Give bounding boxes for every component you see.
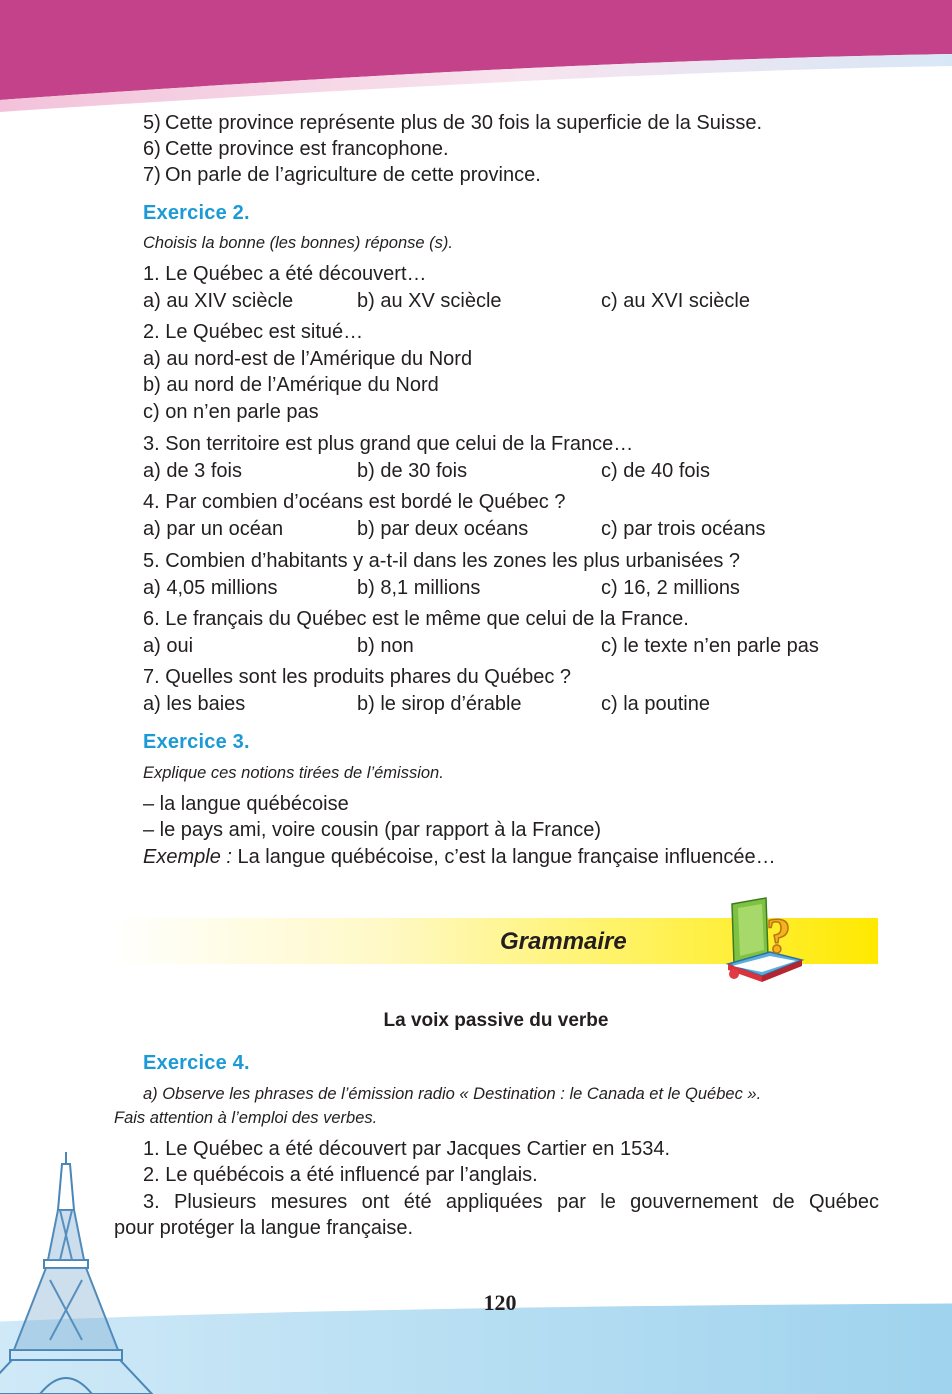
page-number: 120 [483,1290,517,1315]
example-sentence: 3. Plusieurs mesures ont été appliquées par le gouvernement de Québec [143,1191,879,1213]
answer-b: b) au nord de l’Amérique du Nord [143,374,439,396]
exercise-3-title: Exercice 3. [143,731,250,753]
book-question-icon [718,894,810,986]
answer-a: a) au XIV sciècle [143,290,294,312]
question-3: 3. Son territoire est plus grand que celui de la France… [143,433,634,455]
answer-c: c) le texte n’en parle pas [601,635,819,657]
question-1: 1. Le Québec a été découvert… [143,263,427,285]
exercise-2-instruction: Choisis la bonne (les bonnes) réponse (s). [143,234,453,252]
list-item: 6) Cette province est francophone. [143,138,449,160]
answer-a: a) les baies [143,693,246,715]
answer-b: b) le sirop d’érable [357,693,522,715]
answer-c: c) par trois océans [601,518,766,540]
notion-item: – la langue québécoise [143,793,349,815]
question-5: 5. Combien d’habitants y a-t-il dans les zones les plus urbanisées ? [143,550,740,572]
answer-a: a) au nord-est de l’Amérique du Nord [143,348,473,370]
answer-b: b) 8,1 millions [357,577,481,599]
example-line [143,845,776,869]
answer-b: b) de 30 fois [357,460,468,482]
example-sentence: 1. Le Québec a été découvert par Jacques Cartier en 1534. [143,1138,671,1160]
exercise-2-title: Exercice 2. [143,202,250,224]
list-item: 7) On parle de l’agriculture de cette province. [143,164,541,186]
answer-a: a) par un océan [143,518,284,540]
section-subtitle: La voix passive du verbe [383,1010,609,1031]
answer-a: a) de 3 fois [143,460,242,482]
question-2: 2. Le Québec est situé… [143,321,364,343]
answer-c: c) on n’en parle pas [143,401,319,423]
answer-b: b) par deux océans [357,518,529,540]
grammar-title: Grammaire [500,928,627,955]
exercise-4-title: Exercice 4. [143,1052,250,1074]
answer-c: c) au XVI sciècle [601,290,750,312]
example-sentence-cont: pour protéger la langue française. [114,1217,414,1239]
list-item: 5) Cette province représente plus de 30 fois la superficie de la Suisse. [143,112,763,134]
exercise-4-instruction: a) Observe les phrases de l’émission radio « Destination : le Canada et le Québec ». [143,1085,762,1103]
answer-a: a) 4,05 millions [143,577,278,599]
exercise-3-instruction: Explique ces notions tirées de l’émission. [143,764,444,782]
example-text: La langue québécoise, c’est la langue française influencée… [231,846,776,868]
header-band [0,0,952,120]
question-4: 4. Par combien d’océans est bordé le Québec ? [143,491,566,513]
question-7: 7. Quelles sont les produits phares du Québec ? [143,666,572,688]
question-6: 6. Le français du Québec est le même que celui de la France. [143,608,689,630]
example-label: Exemple : [143,846,232,868]
answer-a: a) oui [143,635,194,657]
svg-text:?: ? [766,907,791,963]
answer-c: c) de 40 fois [601,460,710,482]
answer-c: c) 16, 2 millions [601,577,740,599]
example-sentence: 2. Le québécois a été influencé par l’anglais. [143,1164,538,1186]
answer-b: b) non [357,635,414,657]
notion-item: – le pays ami, voire cousin (par rapport à la France) [143,819,601,841]
answer-c: c) la poutine [601,693,710,715]
exercise-4-instruction-cont: Fais attention à l’emploi des verbes. [114,1109,378,1127]
answer-b: b) au XV sciècle [357,290,502,312]
